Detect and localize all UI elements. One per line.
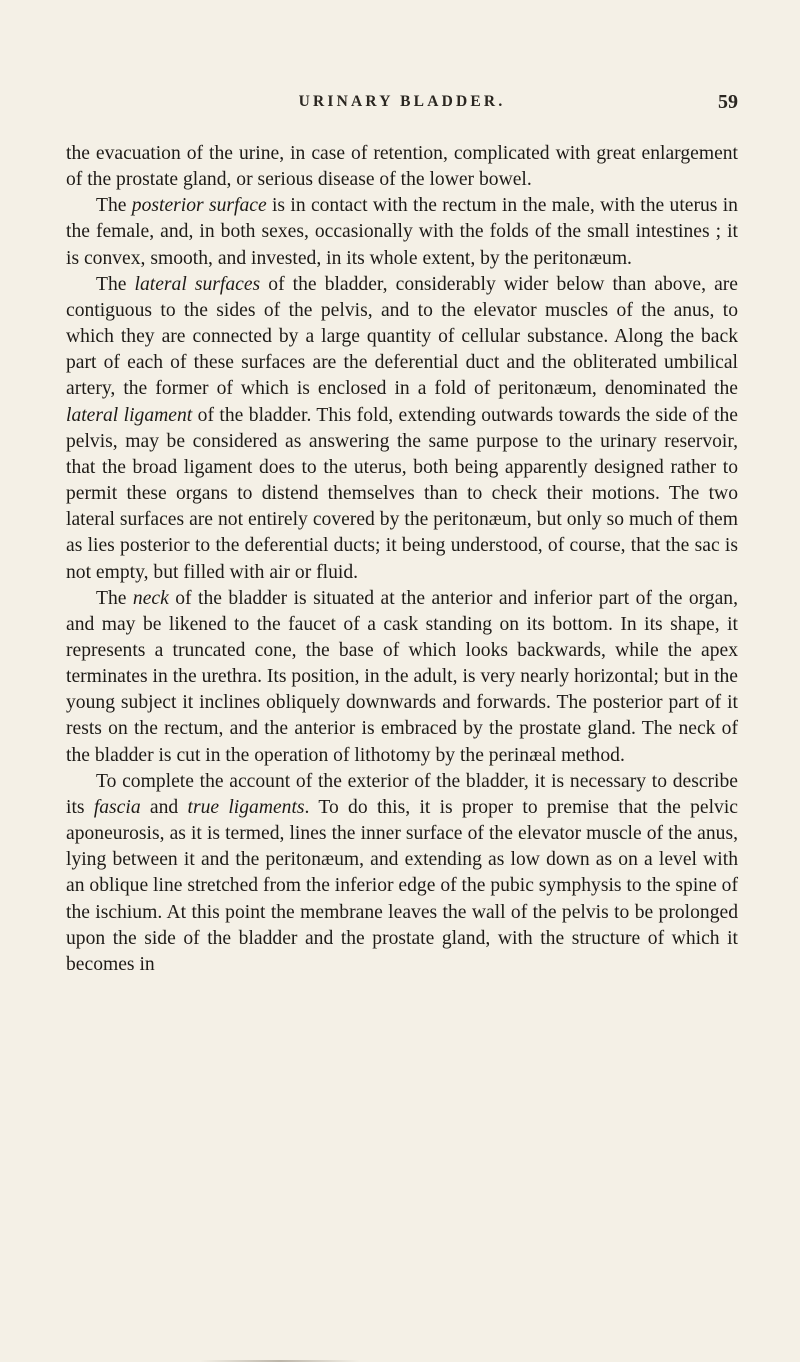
term-true-ligaments: true ligaments bbox=[187, 796, 305, 818]
term-posterior-surface: posterior surface bbox=[131, 195, 267, 217]
text-run: The bbox=[96, 195, 132, 217]
text-run: the evacuation of the urine, in case of retention, complicated with great enlargement of the prostate gland, or serious disease of the lower bowel. bbox=[66, 143, 738, 191]
text-run: of the bladder is situated at the anterior and inferior part of the organ, and may be likened to the faucet of a cask standing on its bottom. In its shape, it represents a truncated cone, the base of which looks backwards, while the apex terminates in the urethra. Its position, in the adult, is very nearly horizontal; but in the young subject it inclines obliquely downwards and forwards. The posterior part of it rests on the rectum, and the anterior is embraced by the prostate gland. The neck of the bladder is cut in the operation of lithotomy by the perinæal method. bbox=[66, 587, 738, 766]
running-head bbox=[66, 93, 738, 119]
paragraph-fascia bbox=[66, 769, 738, 978]
text-run: and bbox=[140, 796, 188, 818]
text-run: is in contact with the rectum in the male, with the uterus in the female, and, in both sexes, occasionally with the folds of the small intestines ; it is convex, smooth, and invested, in its whole extent, by the peritonæum. bbox=[66, 195, 738, 269]
body-text bbox=[66, 141, 738, 978]
text-run: of the bladder, considerably wider below than above, are contiguous to the sides of the pelvis, and to the elevator muscles of the anus, to which they are connected by a large quantity of cellular substance. Along the back part of each of these surfaces are the deferential duct and the obliterated umbilical artery, the former of which is enclosed in a fold of peritonæum, denominated the bbox=[66, 273, 738, 400]
term-neck: neck bbox=[132, 587, 169, 609]
text-run: of the bladder. This fold, extending outwards towards the side of the pelvis, may be considered as answering the same purpose to the urinary reservoir, that the broad ligament does to the uterus, both being apparently designed rather to permit these organs to distend themselves than to check their motions. The two lateral surfaces are not entirely covered by the peritonæum, but only so much of them as lies posterior to the deferential ducts; it being understood, of course, that the sac is not empty, but filled with air or fluid. bbox=[66, 404, 738, 583]
text-run: . To do this, it is proper to premise that the pelvic aponeurosis, as it is termed, lines the inner surface of the elevator muscle of the anus, lying between it and the peritonæum, and extending as low down as on a level with an oblique line stretched from the inferior edge of the pubic symphysis to the spine of the ischium. At this point the membrane leaves the wall of the pelvis to be prolonged upon the side of the bladder and the prostate gland, with the structure of which it becomes in bbox=[66, 796, 739, 975]
running-title: URINARY BLADDER. bbox=[298, 93, 506, 110]
term-lateral-surfaces: lateral surfaces bbox=[134, 273, 261, 295]
text-run: The bbox=[96, 587, 133, 609]
text-run: The bbox=[96, 273, 135, 295]
term-fascia: fascia bbox=[93, 796, 141, 818]
paragraph-posterior-surface bbox=[66, 193, 738, 271]
paragraph-neck bbox=[66, 586, 738, 769]
page-number: 59 bbox=[718, 91, 738, 113]
text-run: To complete the account of the exterior of the bladder, it is necessary to describe its bbox=[66, 770, 738, 818]
paragraph-continuation bbox=[66, 141, 738, 193]
paragraph-lateral-surfaces bbox=[66, 272, 738, 586]
term-lateral-ligament: lateral ligament bbox=[66, 404, 193, 426]
